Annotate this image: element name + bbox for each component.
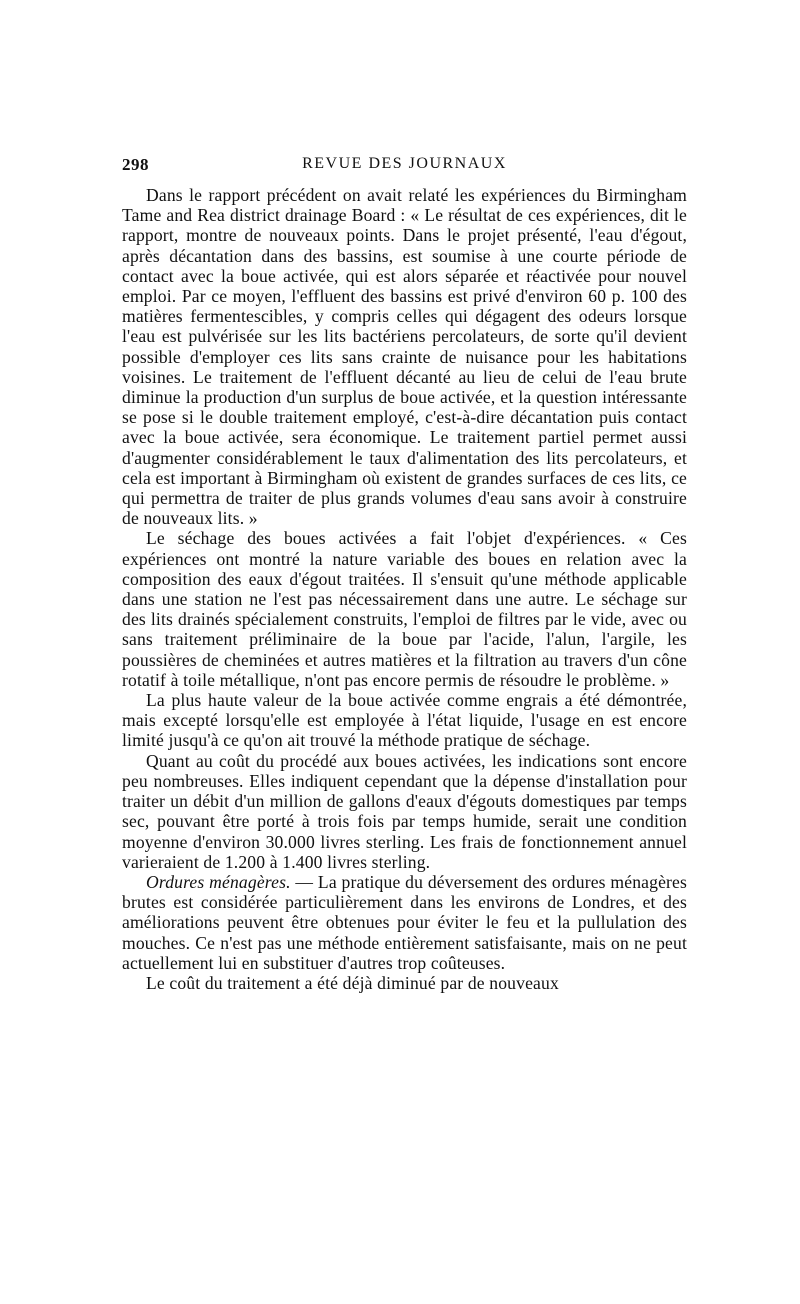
paragraph	[122, 528, 687, 690]
page-number: 298	[122, 155, 149, 174]
paragraph-text: La plus haute valeur de la boue activée comme engrais a été démontrée, mais excepté lorsqu'elle est employée à l'état liquide, l'usage en est encore limité jusqu'à ce qu'on ait trouvé la méthode pratique de séchage.	[122, 690, 687, 751]
article-body	[122, 185, 687, 993]
paragraph	[122, 185, 687, 528]
paragraph-text: Dans le rapport précédent on avait relaté les expériences du Birmingham Tame and Rea district drainage Board : « Le résultat de ces expériences, dit le rapport, montre de nouveaux points. Dans le projet présenté, l'eau d'égout, après décantation dans des bassins, est soumise à une courte période de contact avec la boue activée, qui est alors séparée et réactivée pour nouvel emploi. Par ce moyen, l'effluent des bassins est privé d'environ 60 p. 100 des matières fermentescibles, y compris celles qui dégagent des odeurs lorsque l'eau est pulvérisée sur les lits bactériens percolateurs, de sorte qu'il devient possible d'employer ces lits sans crainte de nuisance pour les habitations voisines. Le traitement de l'effluent décanté au lieu de celui de l'eau brute diminue la production d'un surplus de boue activée, et la question intéressante se pose si le double traitement employé, c'est-à-dire décantation puis contact avec la boue activée, sera économique. Le traitement partiel permet aussi d'augmenter considérablement le taux d'alimentation des lits percolateurs, et cela est important à Birmingham où existent de grandes surfaces de ces lits, ce qui permettra de traiter de plus grands volumes d'eau sans avoir à construire de nouveaux lits. »	[122, 185, 687, 529]
section-lead-heading: Ordures ménagères.	[146, 871, 291, 892]
paragraph	[122, 690, 687, 751]
paragraph	[122, 751, 687, 872]
paragraph-text: — La pratique du déversement des ordures ménagères brutes est considérée particulièrement dans les environs de Londres, et des améliorations peuvent être obtenues pour éviter le feu et la pullulation des mouches. Ce n'est pas une méthode entièrement satisfaisante, mais on ne peut actuellement lui en substituer d'autres trop coûteuses.	[122, 871, 687, 973]
paragraph	[122, 973, 687, 993]
paragraph-text: Le séchage des boues activées a fait l'objet d'expériences. « Ces expériences ont montré la nature variable des boues en relation avec la composition des eaux d'égout traitées. Il s'ensuit qu'une méthode applicable dans une station ne l'est pas nécessairement dans une autre. Le séchage sur des lits drainés spécialement construits, l'emploi de filtres par le vide, avec ou sans traitement préliminaire de la boue par l'acide, l'alun, l'argile, les poussières de cheminées et autres matières et la filtration au travers d'un cône rotatif à toile métallique, n'ont pas encore permis de résoudre le problème. »	[122, 528, 687, 690]
paragraph-text: Le coût du traitement a été déjà diminué par de nouveaux	[146, 972, 559, 993]
page-header	[122, 155, 687, 179]
paragraph-text: Quant au coût du procédé aux boues activées, les indications sont encore peu nombreuses. Elles indiquent cependant que la dépense d'installation pour traiter un débit d'un million de gallons d'eaux d'égouts domestiques par temps sec, pouvant être porté à trois fois par temps humide, serait une condition moyenne d'environ 30.000 livres sterling. Les frais de fonctionnement annuel varieraient de 1.200 à 1.400 livres sterling.	[122, 750, 687, 872]
paragraph	[122, 872, 687, 973]
running-head: REVUE DES JOURNAUX	[302, 155, 507, 172]
